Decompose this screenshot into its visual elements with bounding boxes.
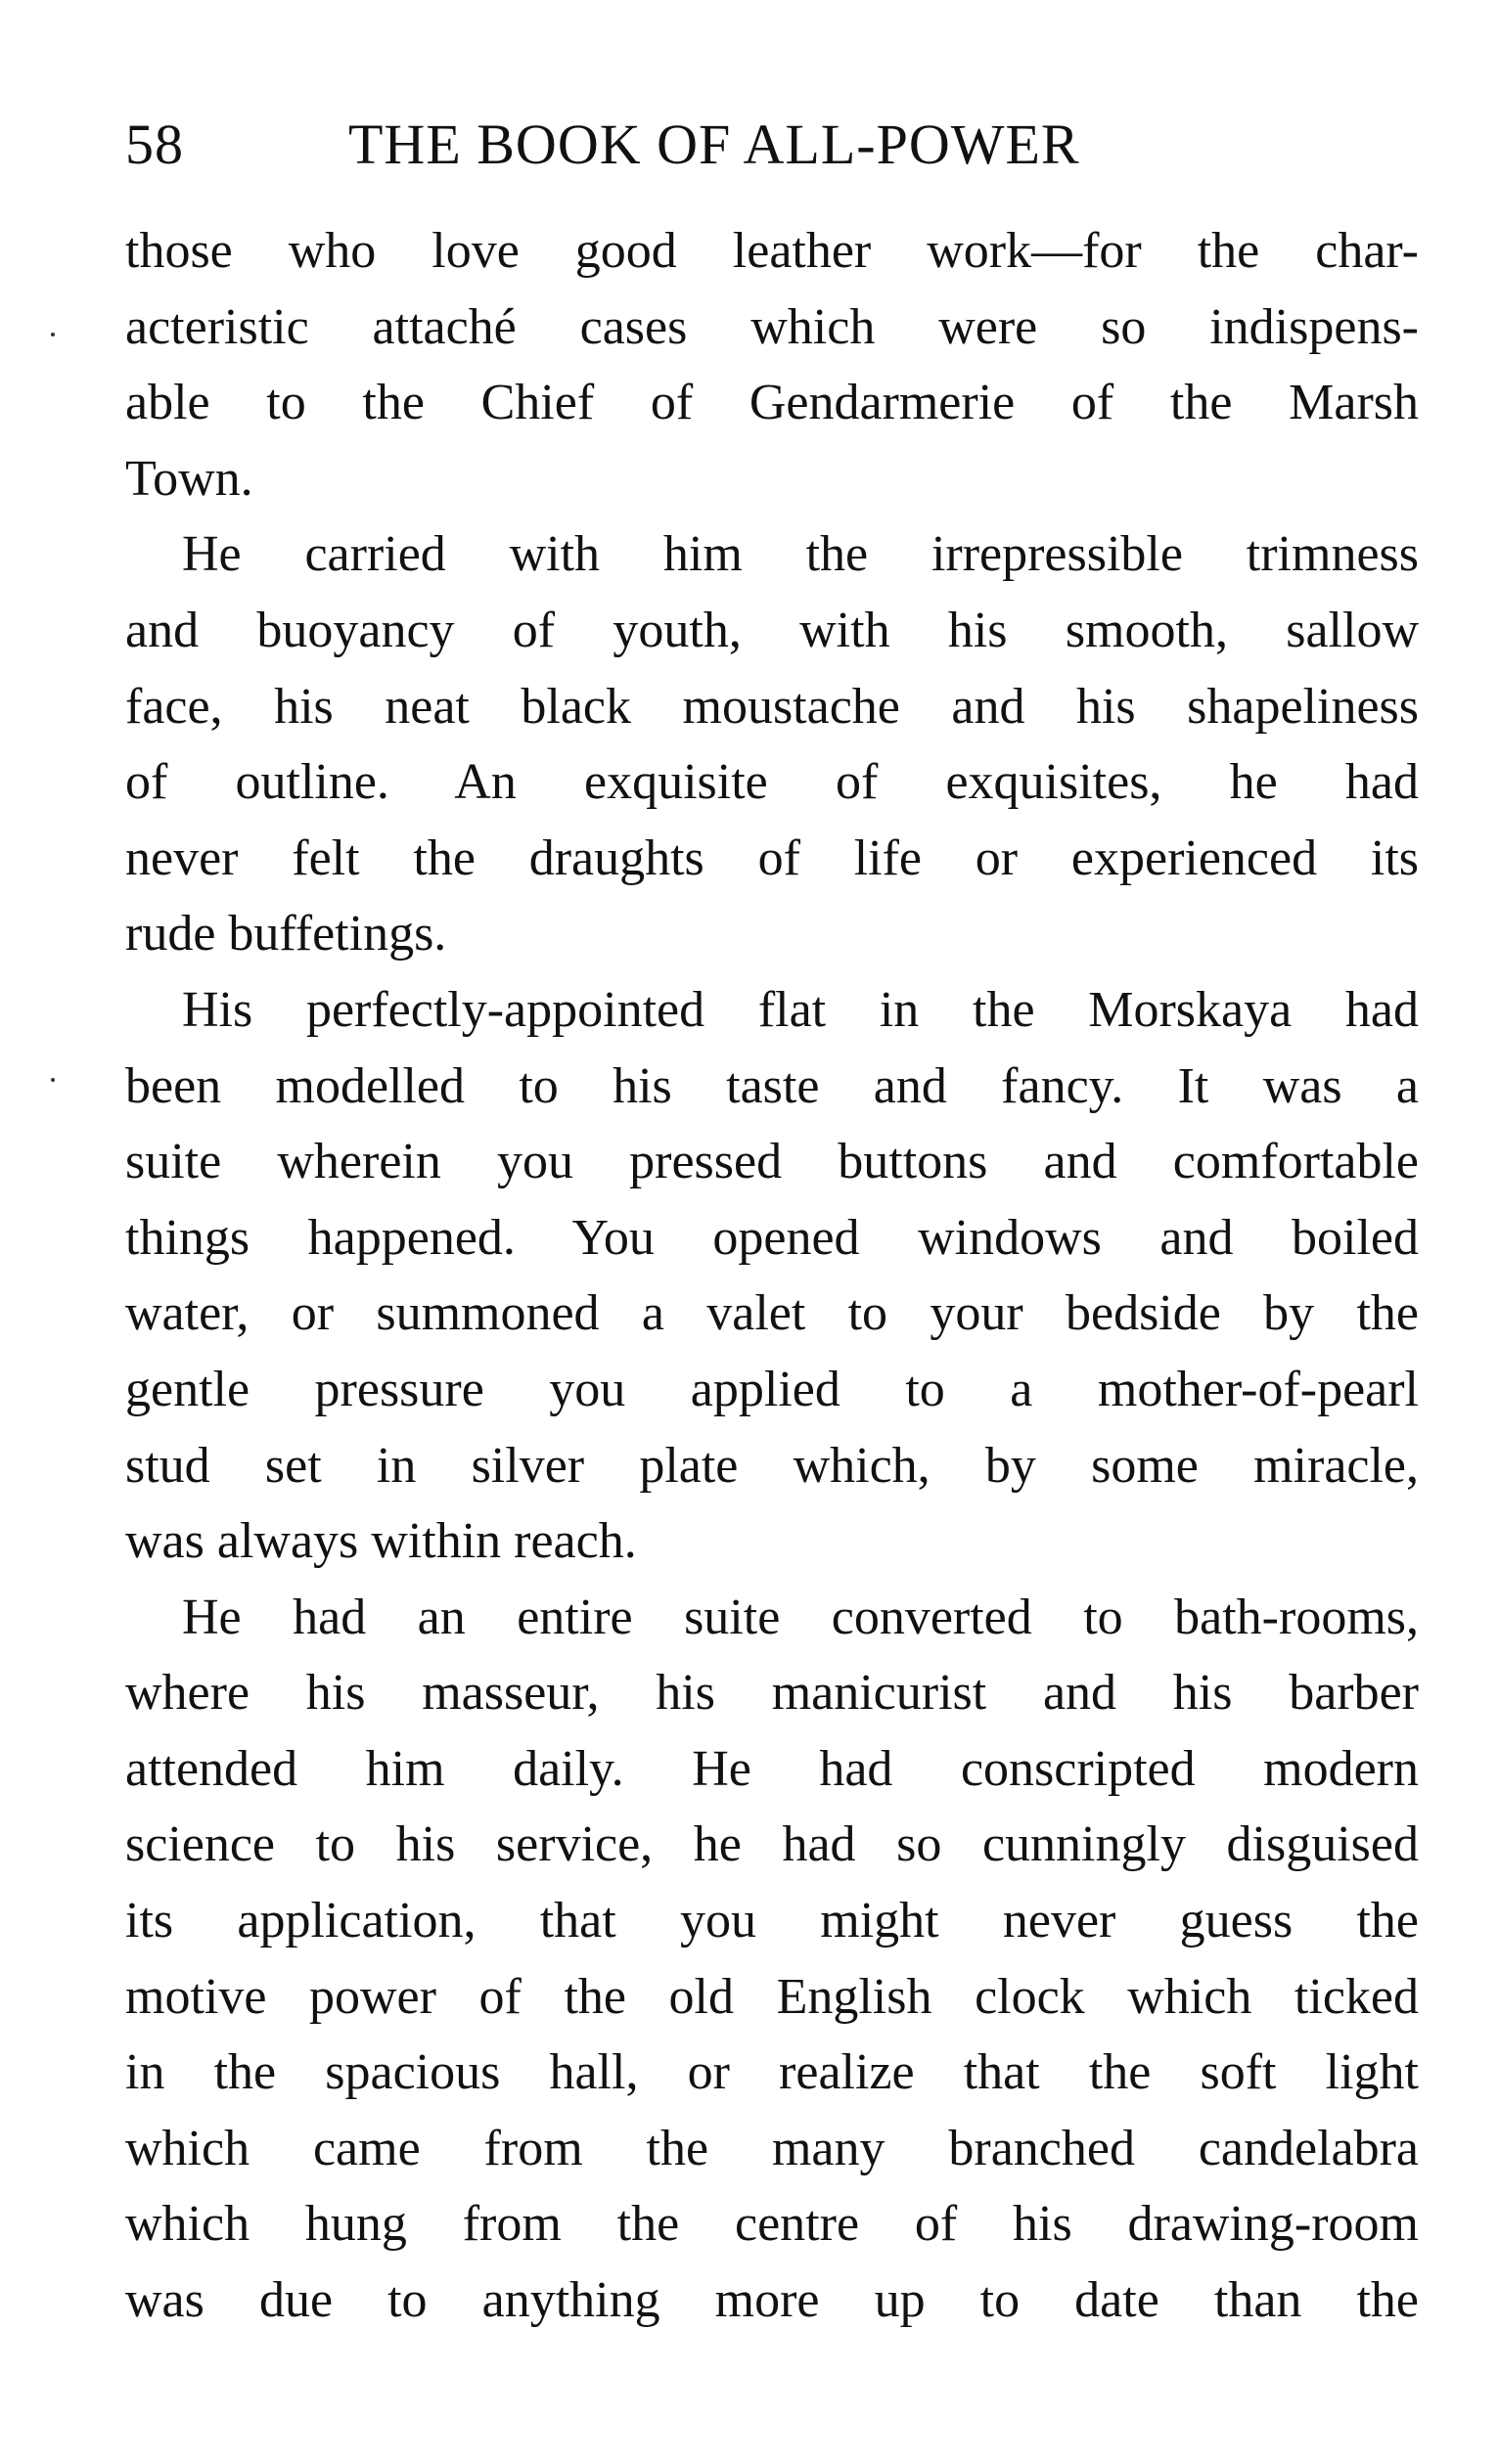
text-line: rude buffetings.: [125, 906, 447, 963]
text-line: able to the Chief of Gendarmerie of the Marsh: [125, 375, 1419, 431]
text-line: He had an entire suite converted to bath-rooms,: [182, 1589, 1419, 1645]
text-line: science to his service, he had so cunningly disguised: [125, 1816, 1419, 1873]
text-line: which hung from the centre of his drawing-room: [125, 2196, 1419, 2253]
text-line: where his masseur, his manicurist and his barber: [125, 1665, 1419, 1722]
text-line: attended him daily. He had conscripted modern: [125, 1740, 1419, 1797]
text-line: those who love good leather work—for the char-: [125, 223, 1419, 279]
text-line: in the spacious hall, or realize that the soft light: [125, 2044, 1419, 2101]
text-line: which came from the many branched candelabra: [125, 2120, 1419, 2176]
margin-speck: [51, 333, 55, 336]
running-title: THE BOOK OF ALL-POWER: [348, 112, 1080, 176]
text-line: He carried with him the irrepressible trimness: [182, 526, 1419, 583]
running-head: [125, 106, 1427, 184]
text-line: and buoyancy of youth, with his smooth, sallow: [125, 602, 1419, 658]
text-line: face, his neat black moustache and his shapeliness: [125, 678, 1419, 735]
text-line: suite wherein you pressed buttons and comfortable: [125, 1134, 1419, 1190]
page-number: 58: [125, 112, 184, 176]
text-line: its application, that you might never guess the: [125, 1893, 1419, 1949]
text-line: Town.: [125, 450, 253, 507]
body-text: [125, 213, 1419, 2339]
text-line: never felt the draughts of life or experienced its: [125, 829, 1419, 886]
margin-speck: [51, 1078, 55, 1082]
text-line: was always within reach.: [125, 1513, 637, 1570]
text-line: water, or summoned a valet to your bedside by the: [125, 1285, 1419, 1342]
text-line: gentle pressure you applied to a mother-of-pearl: [125, 1361, 1419, 1417]
text-line: His perfectly-appointed flat in the Morskaya had: [182, 981, 1419, 1038]
text-line: of outline. An exquisite of exquisites, he had: [125, 754, 1419, 811]
text-line: acteristic attaché cases which were so indispens-: [125, 298, 1419, 355]
text-line: stud set in silver plate which, by some miracle,: [125, 1437, 1419, 1494]
text-line: things happened. You opened windows and boiled: [125, 1209, 1419, 1266]
text-line: was due to anything more up to date than the: [125, 2272, 1419, 2329]
text-line: motive power of the old English clock which ticked: [125, 1968, 1419, 2025]
text-line: been modelled to his taste and fancy. It was a: [125, 1057, 1419, 1114]
